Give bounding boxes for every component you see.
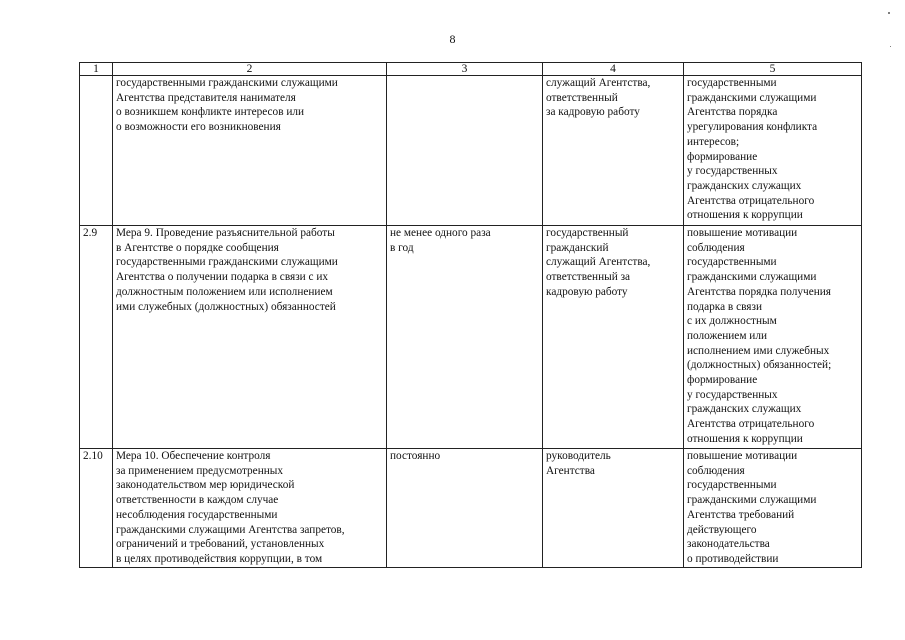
measure-cell: Мера 10. Обеспечение контроля за применением предусмотренных законодательством мер юридической ответственности в каждом случае несоблюдения государственными гражданскими служащими Агентства запретов, ограничений и требований, установленных в целях противодействия коррупции, в том xyxy=(113,449,387,568)
column-header: 5 xyxy=(684,63,862,76)
row-number: 2.9 xyxy=(80,226,113,449)
deadline-cell: не менее одного раза в год xyxy=(387,226,543,449)
result-cell: государственными гражданскими служащими Агентства порядка урегулирования конфликта интересов; формирование у государственных гражданских служащих Агентства отрицательного отношения к коррупции xyxy=(684,76,862,226)
result-cell: повышение мотивации соблюдения государственными гражданскими служащими Агентства порядка получения подарка в связи с их должностным положением или исполнением ими служебных (должностных) обязанностей; формирование у государственных гражданских служащих Агентства отрицательного отношения к коррупции xyxy=(684,226,862,449)
measures-table xyxy=(79,62,862,568)
deadline-cell xyxy=(387,76,543,226)
measure-cell: государственными гражданскими служащими Агентства представителя нанимателя о возникшем конфликте интересов или о возможности его возникновения xyxy=(113,76,387,226)
table-row xyxy=(80,449,862,568)
column-header: 3 xyxy=(387,63,543,76)
row-number: 2.10 xyxy=(80,449,113,568)
page-number: 8 xyxy=(449,32,456,46)
deadline-cell: постоянно xyxy=(387,449,543,568)
responsible-cell: служащий Агентства, ответственный за кадровую работу xyxy=(543,76,684,226)
table-row xyxy=(80,76,862,226)
column-header: 4 xyxy=(543,63,684,76)
table-row xyxy=(80,226,862,449)
row-number xyxy=(80,76,113,226)
scan-speck xyxy=(888,12,890,14)
column-header: 2 xyxy=(113,63,387,76)
responsible-cell: руководитель Агентства xyxy=(543,449,684,568)
column-header: 1 xyxy=(80,63,113,76)
measure-cell: Мера 9. Проведение разъяснительной работы в Агентстве о порядке сообщения государственными гражданскими служащими Агентства о получении подарка в связи с их должностным положением или исполнением ими служебных (должностных) обязанностей xyxy=(113,226,387,449)
table-header-row xyxy=(80,63,862,76)
scan-speck xyxy=(890,46,891,47)
responsible-cell: государственный гражданский служащий Агентства, ответственный за кадровую работу xyxy=(543,226,684,449)
result-cell: повышение мотивации соблюдения государственными гражданскими служащими Агентства требований действующего законодательства о противодействии xyxy=(684,449,862,568)
